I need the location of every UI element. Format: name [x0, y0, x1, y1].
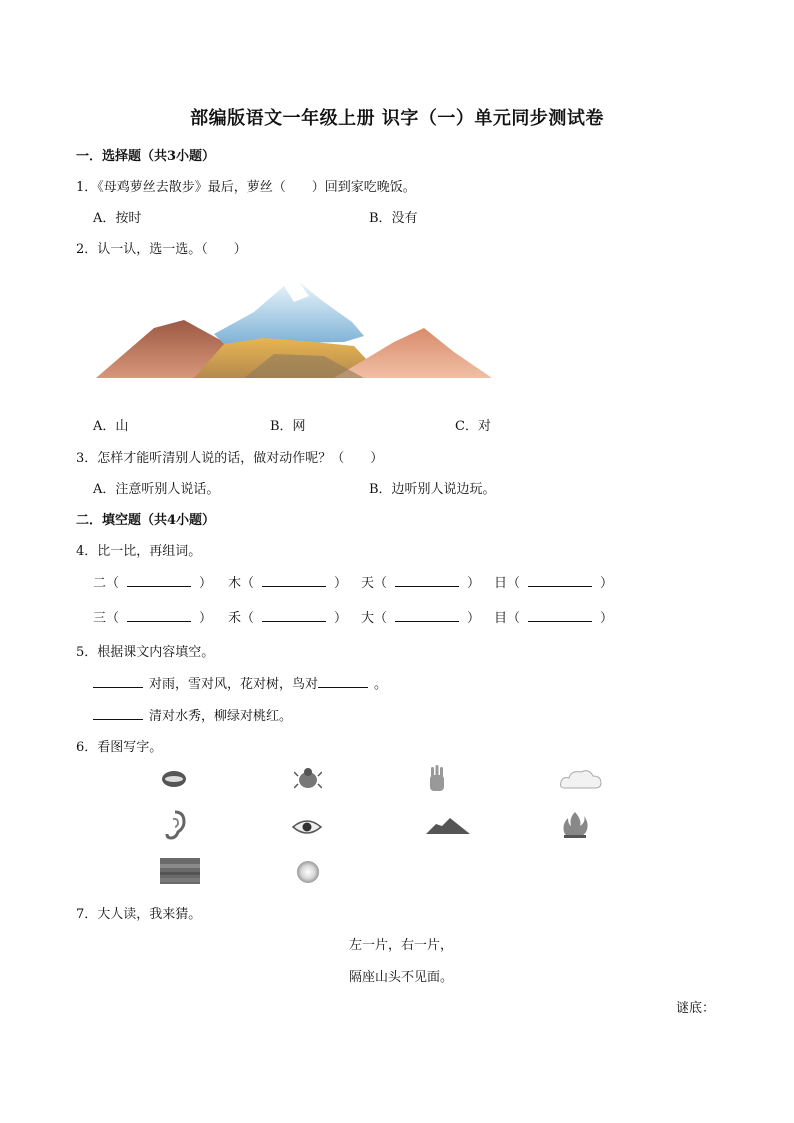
eye-icon [292, 818, 322, 836]
word-group-item: 目（ ） [494, 611, 614, 626]
section-heading-fill: 二．填空题（共4小题） [76, 513, 216, 528]
question-2-option-b[interactable]: B．网 [270, 419, 306, 434]
hill-icon [426, 816, 470, 836]
answer-blank[interactable] [262, 609, 326, 622]
field-icon [160, 858, 200, 884]
question-6-stem: 6．看图写字。 [76, 740, 163, 755]
answer-blank[interactable] [93, 707, 143, 720]
question-3-option-a[interactable]: A．注意听别人说话。 [93, 482, 220, 497]
word-group-item: 二（ ） [93, 576, 213, 591]
word-group-item: 日（ ） [494, 576, 614, 591]
question-7-stem: 7．大人读，我来猜。 [76, 907, 202, 922]
question-4-stem: 4．比一比，再组词。 [76, 544, 202, 559]
question-1-stem: 1．《母鸡萝丝去散步》最后，萝丝（ ）回到家吃晚饭。 [76, 180, 416, 195]
question-2-stem: 2．认一认，选一选。（ ） [76, 242, 247, 257]
answer-blank[interactable] [528, 609, 592, 622]
word-group-item: 大（ ） [361, 611, 481, 626]
answer-blank[interactable] [127, 609, 191, 622]
question-1-option-b[interactable]: B．没有 [369, 211, 418, 226]
question-1-option-a[interactable]: A．按时 [93, 211, 142, 226]
fire-icon [560, 810, 590, 840]
mouth-icon [160, 768, 188, 790]
answer-blank[interactable] [127, 574, 191, 587]
answer-blank[interactable] [93, 675, 143, 688]
question-2-option-c[interactable]: C．对 [455, 419, 491, 434]
answer-blank[interactable] [528, 574, 592, 587]
riddle-answer-label: 谜底： [676, 1001, 716, 1016]
bug-icon [294, 766, 322, 792]
word-group-item: 木（ ） [228, 576, 348, 591]
question-3-option-b[interactable]: B．边听别人说边玩。 [369, 482, 496, 497]
answer-blank[interactable] [262, 574, 326, 587]
mountain-picture [94, 272, 494, 384]
question-2-option-a[interactable]: A．山 [93, 419, 129, 434]
sun-icon [296, 860, 320, 884]
answer-blank[interactable] [395, 609, 459, 622]
ear-icon [164, 810, 186, 840]
word-group-item: 天（ ） [361, 576, 481, 591]
question-3-stem: 3．怎样才能听清别人说的话，做对动作呢？（ ） [76, 451, 384, 466]
riddle-line-1: 左一片，右一片， [349, 938, 454, 953]
riddle-line-2: 隔座山头不见面。 [349, 970, 454, 985]
question-5-line-1: 对雨，雪对风，花对树，鸟对 。 [93, 673, 387, 692]
cloud-icon [559, 768, 603, 792]
hand-icon [427, 765, 447, 793]
answer-blank[interactable] [318, 675, 368, 688]
answer-blank[interactable] [395, 574, 459, 587]
section-heading-choice: 一．选择题（共3小题） [76, 149, 216, 164]
question-5-stem: 5．根据课文内容填空。 [76, 645, 215, 660]
word-group-item: 三（ ） [93, 611, 213, 626]
word-group-item: 禾（ ） [228, 611, 348, 626]
page-title: 部编版语文一年级上册 识字（一）单元同步测试卷 [190, 108, 604, 129]
question-5-line-2: 清对水秀，柳绿对桃红。 [93, 705, 292, 724]
